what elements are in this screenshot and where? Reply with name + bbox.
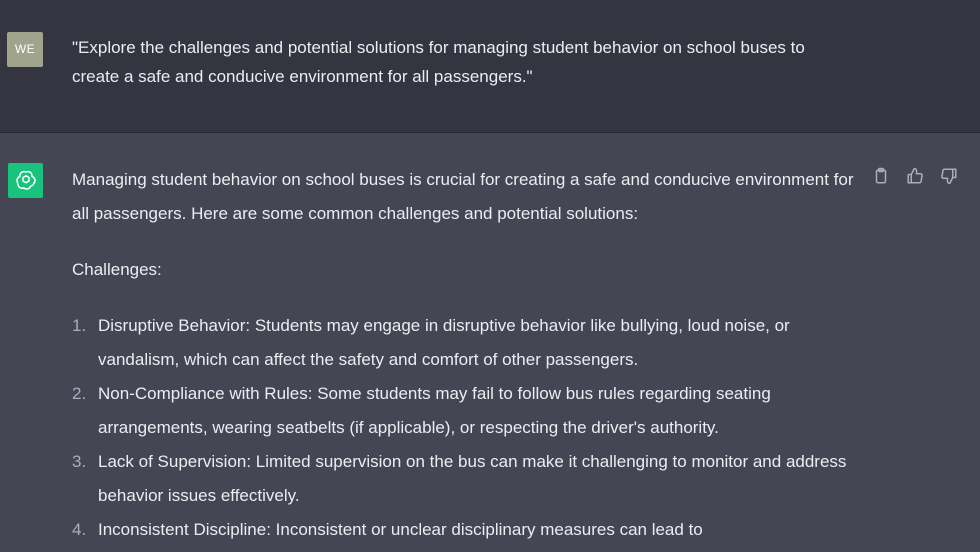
assistant-intro-text: Managing student behavior on school buses is crucial for creating a safe and conducive environment for all passengers. Here are some common challenges and potential solutions: <box>72 170 854 223</box>
list-item <box>72 309 862 377</box>
challenges-list <box>72 309 862 547</box>
challenges-heading: Challenges: <box>72 260 162 279</box>
user-message-text: "Explore the challenges and potential solutions for managing student behavior on school buses to create a safe and conducive environment for all passengers." <box>72 38 805 86</box>
list-item-number: 2. <box>72 384 87 403</box>
copy-button[interactable] <box>870 165 892 187</box>
thumbs-down-icon <box>940 167 958 185</box>
list-item-text: Inconsistent Discipline: Inconsistent or unclear disciplinary measures can lead to <box>98 520 703 539</box>
assistant-message-content <box>72 163 862 547</box>
openai-logo-icon <box>8 163 43 198</box>
user-avatar: WE <box>7 32 43 67</box>
assistant-message-row <box>0 133 980 552</box>
list-item-text: Lack of Supervision: Limited supervision on the bus can make it challenging to monitor and address behavior issues effectively. <box>98 452 847 505</box>
clipboard-icon <box>872 167 890 185</box>
list-item-number: 4. <box>72 520 87 539</box>
thumbs-down-button[interactable] <box>938 165 960 187</box>
list-item-text: Non-Compliance with Rules: Some students may fail to follow bus rules regarding seating arrangements, wearing seatbelts (if applicable), or respecting the driver's authority. <box>98 384 771 437</box>
user-message-row <box>0 0 980 133</box>
thumbs-up-icon <box>906 167 924 185</box>
list-item <box>72 513 862 547</box>
list-item-number: 1. <box>72 316 87 335</box>
list-item-text: Disruptive Behavior: Students may engage in disruptive behavior like bullying, loud noise, or vandalism, which can affect the safety and comfort of other passengers. <box>98 316 790 369</box>
list-item <box>72 377 862 445</box>
message-actions <box>870 165 960 187</box>
list-item-number: 3. <box>72 452 87 471</box>
thumbs-up-button[interactable] <box>904 165 926 187</box>
list-item <box>72 445 862 513</box>
